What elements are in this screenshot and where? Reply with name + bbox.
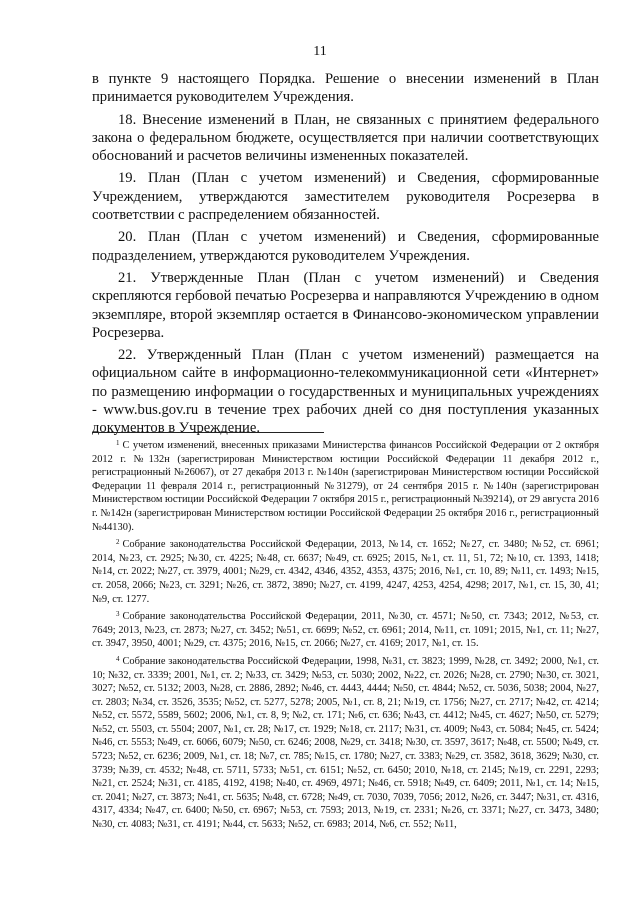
footnote-3 <box>92 608 599 651</box>
footnote-mark: 2 <box>116 538 120 547</box>
footnote-mark: 1 <box>116 439 120 447</box>
footnote-1 <box>92 437 599 534</box>
footnote-divider <box>92 432 324 433</box>
footnote-text: Собрание законодательства Российской Федерации, 2011, №30, ст. 4571; №50, ст. 7343; 2012, №53, ст. 7649; 2013, №23, ст. 2873; №27, ст. 3452; №51, ст. 6699; №52, ст. 6961; 2014, №11, ст. 1091; 2015, №1, ст. 11; №27, ст. 3947, 3950, 4001; №29, ст. 4375; 2016, №15, ст. 2066; №27, ст. 4169; 2017, №1, ст. 15. <box>92 611 599 650</box>
paragraph-20: 20. План (План с учетом изменений) и Сведения, сформированные подразделением, утверждаются руководителем Учреждения. <box>92 229 599 264</box>
footnote-4 <box>92 653 599 832</box>
page-number: 11 <box>313 44 327 59</box>
footnotes <box>92 437 599 834</box>
footnote-mark: 4 <box>116 654 120 663</box>
paragraph-18: 18. Внесение изменений в План, не связанных с принятием федерального закона о федеральном бюджете, осуществляется при наличии соответствующих обоснований и расчетов величины измененных показателей. <box>92 111 599 165</box>
paragraph-22: 22. Утвержденный План (План с учетом изменений) размещается на официальном сайте в информационно-телекоммуникационной сети «Интернет» по размещению информации о государственных и муниципальных учреждениях - www.bus.gov.ru в течение трех рабочих дней со дня поступления указанных документов в Учреждение. <box>92 347 599 437</box>
footnote-mark: 3 <box>116 610 120 619</box>
footnote-text: С учетом изменений, внесенных приказами Министерства финансов Российской Федерации от 2 октября 2012 г. №132н (зарегистрирован Министерством юстиции Российской Федерации 11 декабря 2012 г., регистрационный №26067), от 27 декабря 2013 г. №140н (зарегистрирован Министерством юстиции Российской Федерации 11 февраля 2014 г., регистрационный №31279), от 24 сентября 2015 г. №140н (зарегистрирован Министерством юстиции Российской Федерации 7 октября 2015 г., регистрационный №39214), от 29 августа 2016 г. №142н (зарегистрирован Министерством юстиции Российской Федерации 25 октября 2016 г., регистрационный №44130). <box>92 440 599 533</box>
body-text <box>92 70 599 442</box>
footnote-text: Собрание законодательства Российской Федерации, 1998, №31, ст. 3823; 1999, №28, ст. 3492; 2000, №1, ст. 10; №32, ст. 3339; 2001, №1, ст. 2; №33, ст. 3429; №53, ст. 5030; 2002, №22, ст. 2026; №28, ст. 2790; №30, ст. 3021, 3027; №52, ст. 5132; 2003, №28, ст. 2886, 2892; №46, ст. 4443, 4444; №50, ст. 4844; №52, ст. 5036, 5038; 2004, №27, ст. 2803; №34, ст. 3526, 3535; №52, ст. 5277, 5278; 2005, №1, ст. 8, 21; №19, ст. 1756; №27, ст. 2717; №42, ст. 4214; №52, ст. 5572, 5589, 5602; 2006, №1, ст. 8, 9; №2, ст. 171; №6, ст. 636; №43, ст. 4412; №45, ст. 4627; №50, ст. 5279; №52, ст. 5503, ст. 5504; 2007, №1, ст. 28; №17, ст. 1929; №18, ст. 2117; №31, ст. 4009; №43, ст. 5084; №45, ст. 5424; №46, ст. 5553; №49, ст. 6066, 6079; №50, ст. 6246; 2008, №29, ст. 3418; №30, ст. 3597, 3617; №48, ст. 5500; №49, ст. 5723; №52, ст. 6236; 2009, №1, ст. 18; №7, ст. 785; №15, ст. 1780; №27, ст. 3383; №29, ст. 3582, 3618, 3629; №30, ст. 3739; №39, ст. 4532; №48, ст. 5711, 5733; №51, ст. 6151; №52, ст. 6450; 2010, №18, ст. 2145; №19, ст. 2291, 2293; №21, ст. 2524; №31, ст. 4185, 4192, 4198; №40, ст. 4969, 4971; №46, ст. 5918; №49, ст. 6409; 2011, №1, ст. 14; №15, ст. 2041; №27, ст. 3873; №41, ст. 5635; №48, ст. 6728; №49, ст. 7030, 7039, 7056; 2012, №26, ст. 3447; №31, ст. 4316, 4317, 4334; №47, ст. 6400; №50, ст. 6967; №53, ст. 7593; 2013, №19, ст. 2331; №26, ст. 3371; №27, ст. 3473, 3480; №30, ст. 4083; №31, ст. 4191; №44, ст. 5633; №52, ст. 6983; 2014, №6, ст. 552; №11, <box>92 655 599 831</box>
footnote-2 <box>92 536 599 606</box>
paragraph-19: 19. План (План с учетом изменений) и Сведения, сформированные Учреждением, утверждаются заместителем руководителя Росрезерва в соответствии с распределением обязанностей. <box>92 170 599 224</box>
paragraph-21: 21. Утвержденные План (План с учетом изменений) и Сведения скрепляются гербовой печатью Росрезерва и направляются Учреждению в одном экземпляре, второй экземпляр остается в Финансово-экономическом управлении Росрезерва. <box>92 269 599 341</box>
footnote-text: Собрание законодательства Российской Федерации, 2013, №14, ст. 1652; №27, ст. 3480; №52, ст. 6961; 2014, №23, ст. 2925; №30, ст. 4225; №48, ст. 6637; №49, ст. 6925; 2015, №1, ст. 11, 51, 72; №10, ст. 1393, 1418; №14, ст. 2022; №27, ст. 3979, 4001; №29, ст. 4342, 4346, 4352, 4353, 4375; 2016, №1, ст. 10, 89; №11, ст. 1493; №15, ст. 2058, 2066; №23, ст. 3291; №26, ст. 3872, 3890; №27, ст. 4199, 4247, 4253, 4254, 4298; 2017, №1, ст. 15, 30, 41; №9, ст. 1277. <box>92 539 599 605</box>
paragraph-continuation: в пункте 9 настоящего Порядка. Решение о внесении изменений в План принимается руководителем Учреждения. <box>92 71 599 106</box>
